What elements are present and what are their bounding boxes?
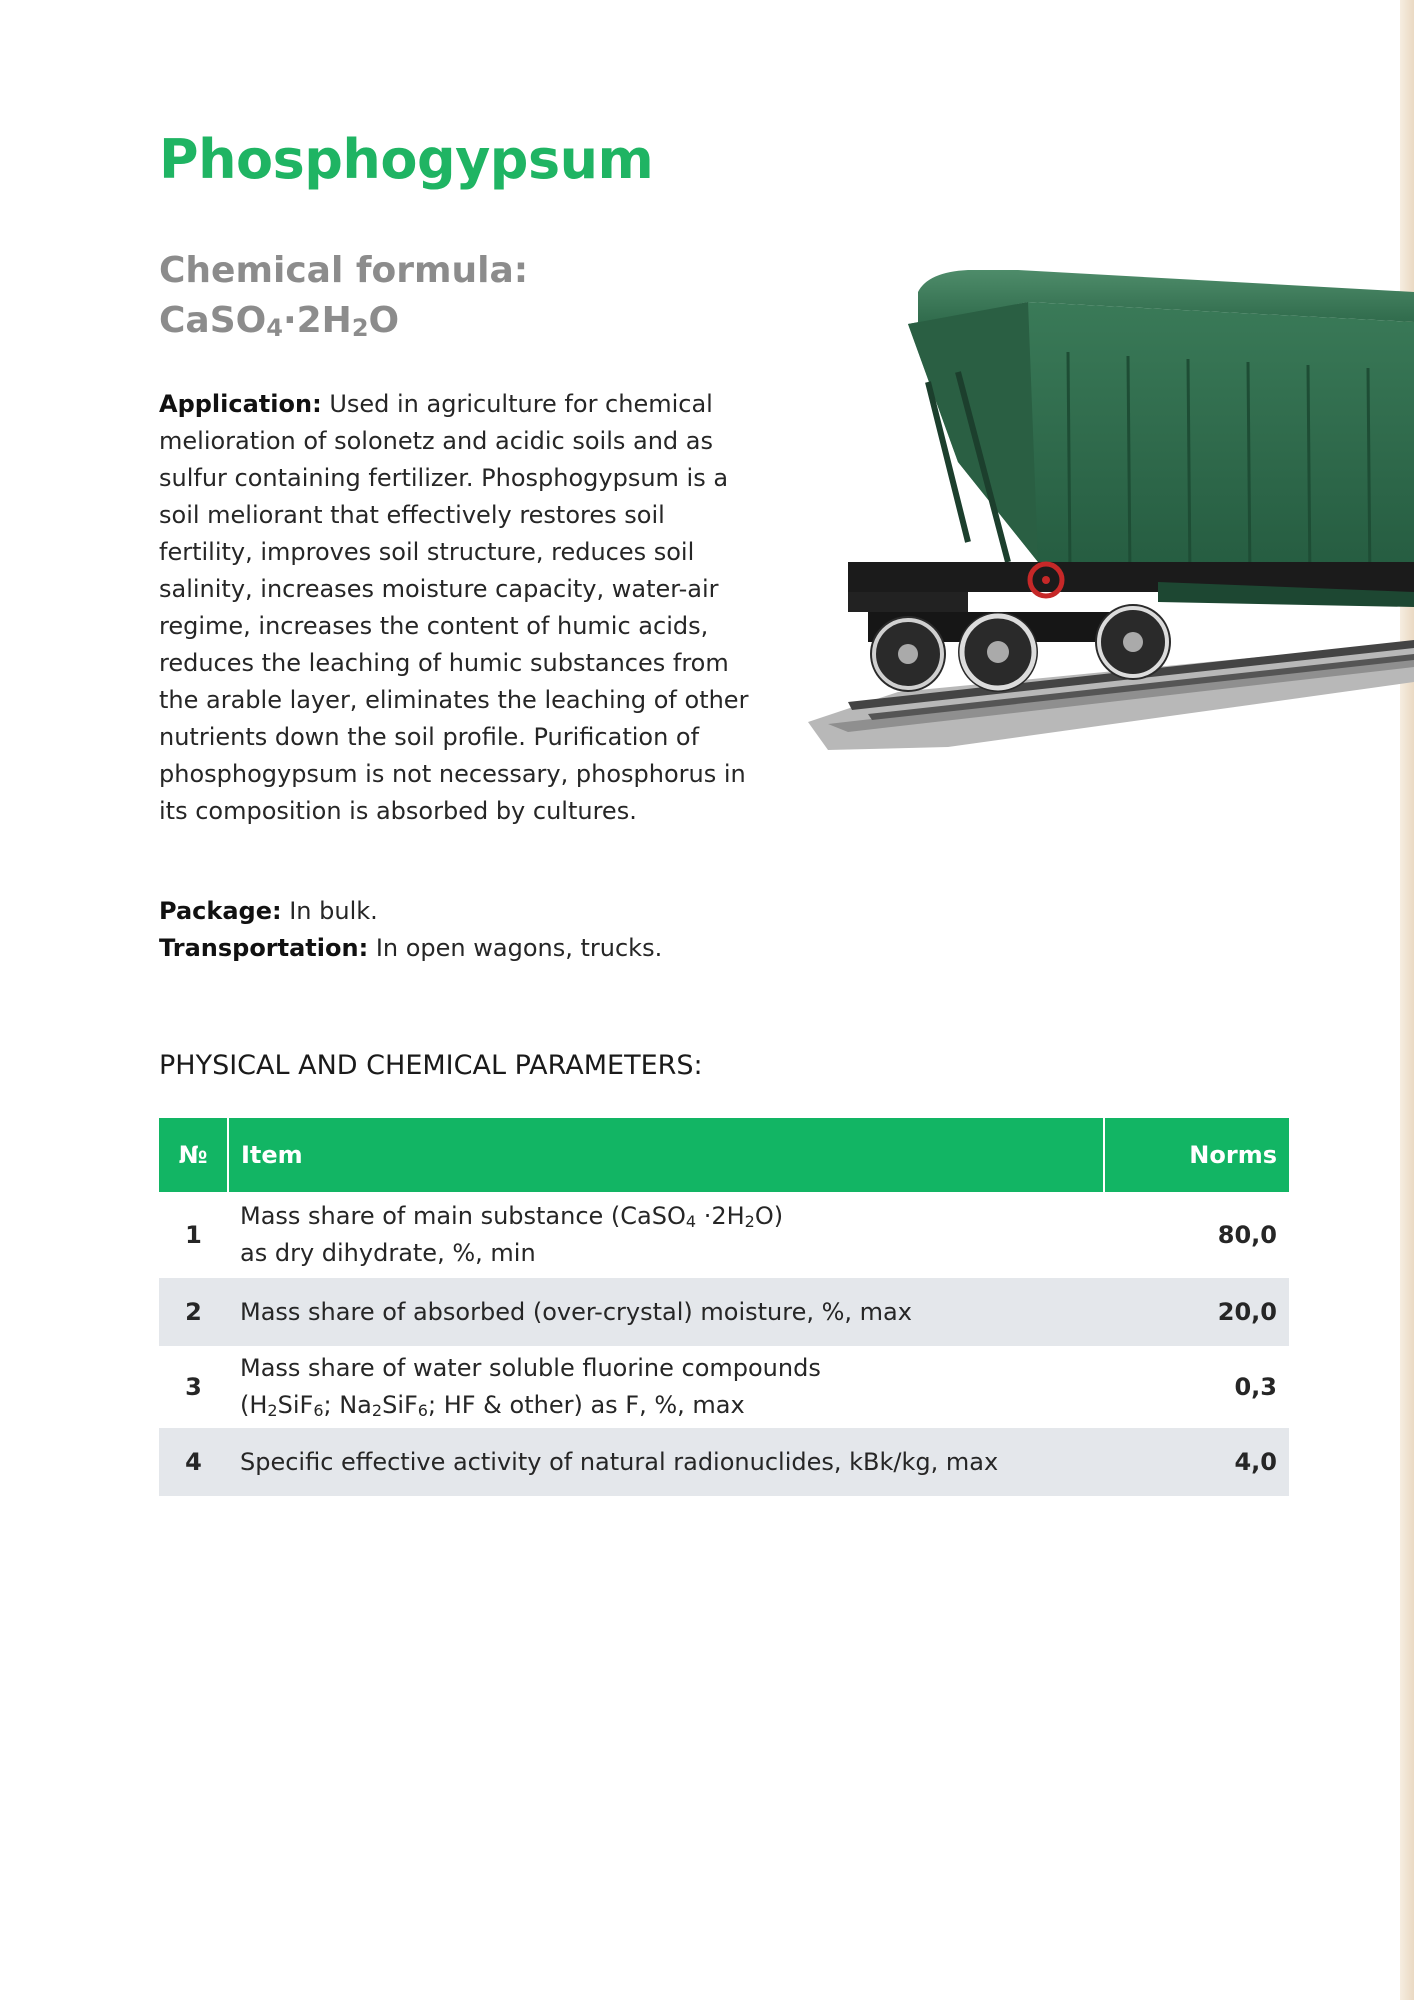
item-text: ·2H (696, 1202, 745, 1230)
section-title: PHYSICAL AND CHEMICAL PARAMETERS: (159, 1050, 703, 1081)
row-norm: 0,3 (1234, 1373, 1277, 1401)
item-subscript: 4 (685, 1212, 697, 1231)
transportation-text: In open wagons, trucks. (368, 934, 663, 962)
transportation-line (159, 930, 662, 967)
column-header-item: Item (228, 1118, 1104, 1192)
transportation-label: Transportation: (159, 934, 369, 962)
row-item (228, 1346, 1104, 1428)
item-text: SiF (277, 1391, 314, 1419)
item-subscript: 2 (371, 1401, 383, 1420)
item-text: ; HF & other) as F, %, max (427, 1391, 745, 1419)
row-item: Mass share of absorbed (over-crystal) moisture, %, max (228, 1278, 1104, 1346)
formula-subscript: 2 (351, 314, 369, 342)
row-number: 3 (185, 1373, 202, 1401)
row-item-line (240, 1198, 1092, 1235)
item-subscript: 6 (417, 1401, 428, 1420)
item-subscript: 2 (744, 1212, 755, 1231)
formula-part: CaSO (159, 300, 267, 341)
chemical-formula (159, 246, 528, 346)
item-text: Mass share of main substance (CaSO (240, 1202, 686, 1230)
formula-subscript: 4 (266, 314, 283, 342)
row-number: 2 (159, 1278, 228, 1346)
table-row (159, 1192, 1289, 1278)
formula-part: ·2H (282, 300, 352, 341)
shipping-info (159, 893, 662, 967)
item-text: ; Na (323, 1391, 372, 1419)
row-norm: 80,0 (1217, 1221, 1277, 1249)
item-subscript: 2 (267, 1401, 278, 1420)
hopper-wagon-illustration (808, 262, 1414, 762)
table-row (159, 1278, 1289, 1346)
column-header-number: № (159, 1118, 228, 1192)
formula-value (159, 296, 528, 346)
package-text: In bulk. (281, 897, 378, 925)
row-item (228, 1192, 1104, 1278)
row-number: 4 (159, 1428, 228, 1496)
application-label: Application: (159, 390, 322, 418)
row-norm: 20,0 (1104, 1278, 1289, 1346)
item-text: O) (754, 1202, 784, 1230)
package-line (159, 893, 662, 930)
row-item-line: as dry dihydrate, %, min (240, 1239, 536, 1267)
application-paragraph (159, 386, 759, 830)
item-text: (H (240, 1391, 268, 1419)
item-text: SiF (382, 1391, 418, 1419)
row-norm: 4,0 (1104, 1428, 1289, 1496)
row-item-line: Mass share of water soluble fluorine compounds (240, 1354, 821, 1382)
formula-part: O (368, 300, 400, 341)
item-subscript: 6 (313, 1401, 324, 1420)
page-title: Phosphogypsum (159, 128, 654, 191)
table-row (159, 1428, 1289, 1496)
column-header-norms: Norms (1104, 1118, 1289, 1192)
parameters-table (159, 1118, 1289, 1496)
row-item-line (240, 1387, 1092, 1424)
row-number: 1 (185, 1221, 202, 1249)
row-item: Specific effective activity of natural radionuclides, kBk/kg, max (228, 1428, 1104, 1496)
formula-label: Chemical formula: (159, 250, 529, 291)
package-label: Package: (159, 897, 282, 925)
application-text: Used in agriculture for chemical melioration of solonetz and acidic soils and as sulfur containing fertilizer. Phosphogypsum is a soil meliorant that effectively restores soil fertility, improves soil structure, reduces soil salinity, increases moisture capacity, water-air regime, increases the content of humic acids, reduces the leaching of humic substances from the arable layer, eliminates the leaching of other nutrients down the soil profile. Purification of phosphogypsum is not necessary, phosphorus in its composition is absorbed by cultures. (159, 390, 749, 825)
table-header-row (159, 1118, 1289, 1192)
table-row (159, 1346, 1289, 1428)
